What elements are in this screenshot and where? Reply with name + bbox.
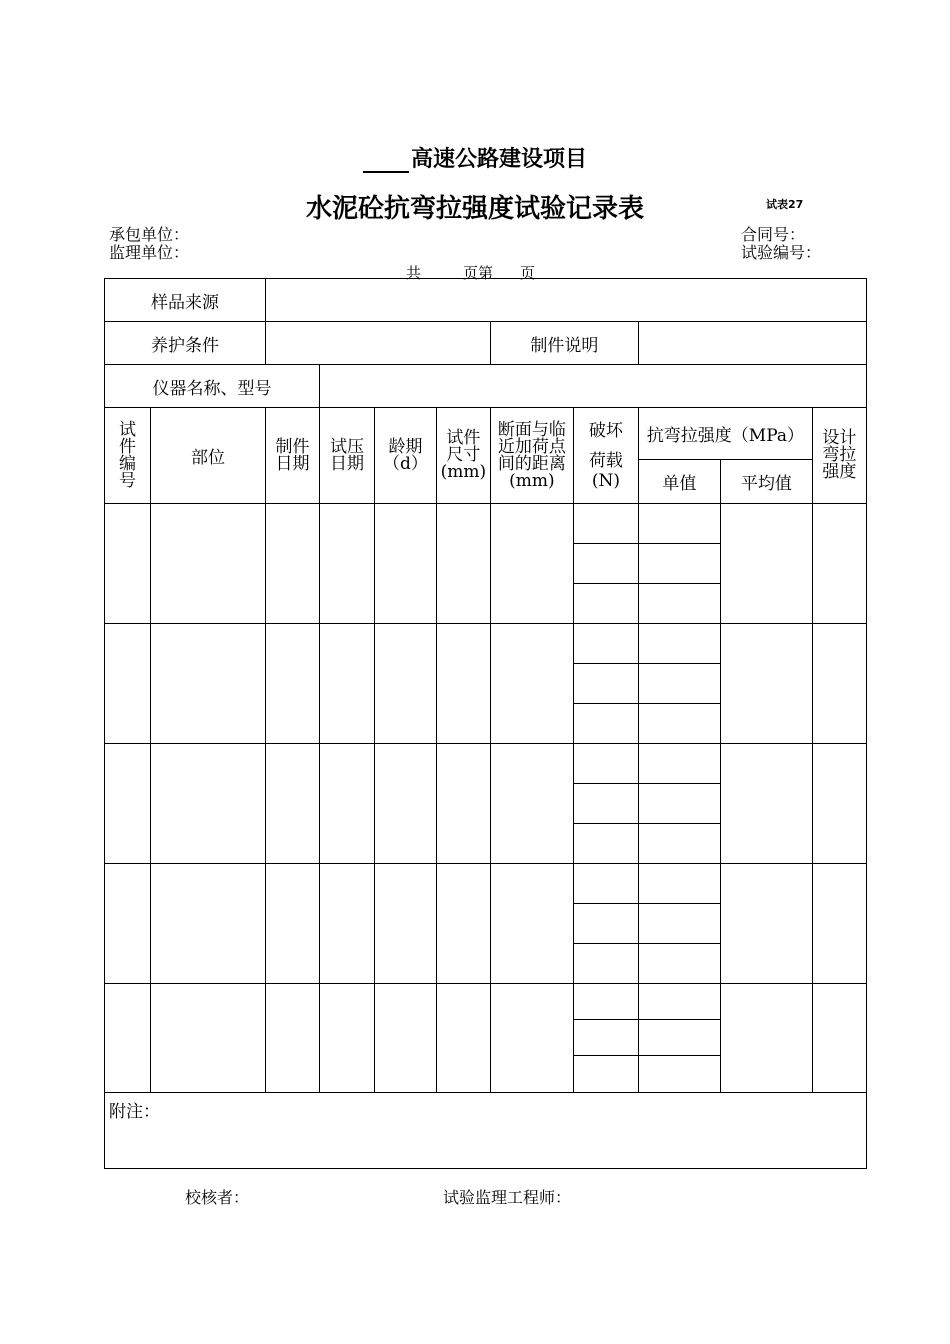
average-value-cell[interactable] bbox=[720, 744, 812, 864]
make-date-cell[interactable] bbox=[266, 504, 320, 624]
specimen-no-cell[interactable] bbox=[105, 864, 151, 984]
distance-cell[interactable] bbox=[490, 864, 573, 984]
col-single-value: 单值 bbox=[638, 460, 720, 504]
col-strength: 抗弯拉强度（MPa） bbox=[638, 408, 812, 460]
load-cell[interactable] bbox=[573, 504, 638, 544]
load-cell[interactable] bbox=[573, 1056, 638, 1093]
col-part: 部位 bbox=[151, 408, 266, 504]
age-cell[interactable] bbox=[375, 624, 437, 744]
test-date-cell[interactable] bbox=[320, 864, 375, 984]
size-cell[interactable] bbox=[436, 744, 490, 864]
col-distance-name: 断面与临近加荷点间的距离 bbox=[497, 419, 566, 474]
part-cell[interactable] bbox=[151, 744, 266, 864]
make-note-value[interactable] bbox=[638, 322, 866, 365]
size-cell[interactable] bbox=[436, 624, 490, 744]
single-value-cell[interactable] bbox=[638, 504, 720, 544]
form-number: 试表27 bbox=[766, 198, 804, 211]
curing-value[interactable] bbox=[266, 322, 491, 365]
design-strength-cell[interactable] bbox=[812, 624, 866, 744]
col-load-unit: (N) bbox=[591, 470, 620, 491]
age-cell[interactable] bbox=[375, 744, 437, 864]
test-date-cell[interactable] bbox=[320, 624, 375, 744]
curing-label: 养护条件 bbox=[105, 322, 266, 365]
col-distance-unit: (mm) bbox=[509, 470, 555, 491]
single-value-cell[interactable] bbox=[638, 784, 720, 824]
sample-source-value[interactable] bbox=[266, 279, 867, 322]
load-cell[interactable] bbox=[573, 944, 638, 984]
single-value-cell[interactable] bbox=[638, 1020, 720, 1056]
single-value-cell[interactable] bbox=[638, 544, 720, 584]
single-value-cell[interactable] bbox=[638, 824, 720, 864]
part-cell[interactable] bbox=[151, 984, 266, 1093]
load-cell[interactable] bbox=[573, 1020, 638, 1056]
load-cell[interactable] bbox=[573, 704, 638, 744]
supervisor-engineer-label: 试验监理工程师： bbox=[443, 1188, 572, 1207]
design-strength-cell[interactable] bbox=[812, 504, 866, 624]
load-cell[interactable] bbox=[573, 904, 638, 944]
single-value-cell[interactable] bbox=[638, 624, 720, 664]
load-cell[interactable] bbox=[573, 544, 638, 584]
col-specimen-no: 试件编号 bbox=[105, 408, 151, 504]
average-value-cell[interactable] bbox=[720, 864, 812, 984]
contract-no-label: 合同号： bbox=[741, 225, 806, 244]
test-no-label: 试验编号： bbox=[741, 243, 822, 262]
instrument-label: 仪器名称、型号 bbox=[105, 365, 320, 408]
col-distance bbox=[490, 408, 573, 504]
load-cell[interactable] bbox=[573, 584, 638, 624]
page-total-label: 共 bbox=[406, 264, 422, 282]
distance-cell[interactable] bbox=[490, 504, 573, 624]
col-load-name-1: 破坏 bbox=[588, 420, 623, 441]
col-load-name-2: 荷载 bbox=[588, 450, 623, 471]
form-title: 水泥砼抗弯拉强度试验记录表 bbox=[305, 194, 644, 224]
load-cell[interactable] bbox=[573, 864, 638, 904]
project-title: 高速公路建设项目 bbox=[0, 142, 950, 173]
make-date-cell[interactable] bbox=[266, 744, 320, 864]
checker-label: 校核者： bbox=[185, 1188, 250, 1207]
test-date-cell[interactable] bbox=[320, 504, 375, 624]
distance-cell[interactable] bbox=[490, 984, 573, 1093]
single-value-cell[interactable] bbox=[638, 664, 720, 704]
age-cell[interactable] bbox=[375, 864, 437, 984]
average-value-cell[interactable] bbox=[720, 984, 812, 1093]
specimen-no-cell[interactable] bbox=[105, 504, 151, 624]
single-value-cell[interactable] bbox=[638, 944, 720, 984]
load-cell[interactable] bbox=[573, 664, 638, 704]
part-cell[interactable] bbox=[151, 624, 266, 744]
project-name-blank[interactable] bbox=[363, 151, 409, 173]
test-date-cell[interactable] bbox=[320, 984, 375, 1093]
page-mid-label: 页第 bbox=[463, 264, 494, 282]
single-value-cell[interactable] bbox=[638, 904, 720, 944]
test-date-cell[interactable] bbox=[320, 744, 375, 864]
specimen-no-cell[interactable] bbox=[105, 984, 151, 1093]
load-cell[interactable] bbox=[573, 784, 638, 824]
col-test-date: 试压日期 bbox=[320, 408, 375, 504]
make-date-cell[interactable] bbox=[266, 624, 320, 744]
age-cell[interactable] bbox=[375, 504, 437, 624]
load-cell[interactable] bbox=[573, 984, 638, 1020]
single-value-cell[interactable] bbox=[638, 984, 720, 1020]
make-date-cell[interactable] bbox=[266, 984, 320, 1093]
age-cell[interactable] bbox=[375, 984, 437, 1093]
make-date-cell[interactable] bbox=[266, 864, 320, 984]
col-load bbox=[573, 408, 638, 504]
average-value-cell[interactable] bbox=[720, 504, 812, 624]
supervisor-label: 监理单位： bbox=[109, 243, 190, 262]
size-cell[interactable] bbox=[436, 504, 490, 624]
design-strength-cell[interactable] bbox=[812, 864, 866, 984]
make-note-label: 制件说明 bbox=[490, 322, 638, 365]
col-design-strength: 设计弯拉强度 bbox=[812, 408, 866, 504]
record-table bbox=[104, 278, 867, 1169]
col-average-value: 平均值 bbox=[720, 460, 812, 504]
part-cell[interactable] bbox=[151, 504, 266, 624]
remarks-cell[interactable] bbox=[105, 1093, 867, 1169]
contractor-label: 承包单位： bbox=[109, 225, 190, 244]
design-strength-cell[interactable] bbox=[812, 744, 866, 864]
average-value-cell[interactable] bbox=[720, 624, 812, 744]
single-value-cell[interactable] bbox=[638, 704, 720, 744]
load-cell[interactable] bbox=[573, 824, 638, 864]
col-make-date: 制件日期 bbox=[266, 408, 320, 504]
sample-source-label: 样品来源 bbox=[105, 279, 266, 322]
specimen-no-cell[interactable] bbox=[105, 624, 151, 744]
remarks-label: 附注： bbox=[109, 1102, 160, 1122]
single-value-cell[interactable] bbox=[638, 864, 720, 904]
single-value-cell[interactable] bbox=[638, 584, 720, 624]
load-cell[interactable] bbox=[573, 744, 638, 784]
size-cell[interactable] bbox=[436, 864, 490, 984]
distance-cell[interactable] bbox=[490, 624, 573, 744]
page-end-label: 页 bbox=[520, 264, 536, 282]
part-cell[interactable] bbox=[151, 864, 266, 984]
col-size-unit: (mm) bbox=[440, 462, 487, 482]
col-size-name: 试件尺寸 bbox=[446, 428, 481, 465]
size-cell[interactable] bbox=[436, 984, 490, 1093]
instrument-value[interactable] bbox=[320, 365, 867, 408]
distance-cell[interactable] bbox=[490, 744, 573, 864]
single-value-cell[interactable] bbox=[638, 744, 720, 784]
specimen-no-cell[interactable] bbox=[105, 744, 151, 864]
single-value-cell[interactable] bbox=[638, 1056, 720, 1093]
col-size bbox=[436, 408, 490, 504]
load-cell[interactable] bbox=[573, 624, 638, 664]
design-strength-cell[interactable] bbox=[812, 984, 866, 1093]
col-age: 龄期（d） bbox=[375, 408, 437, 504]
